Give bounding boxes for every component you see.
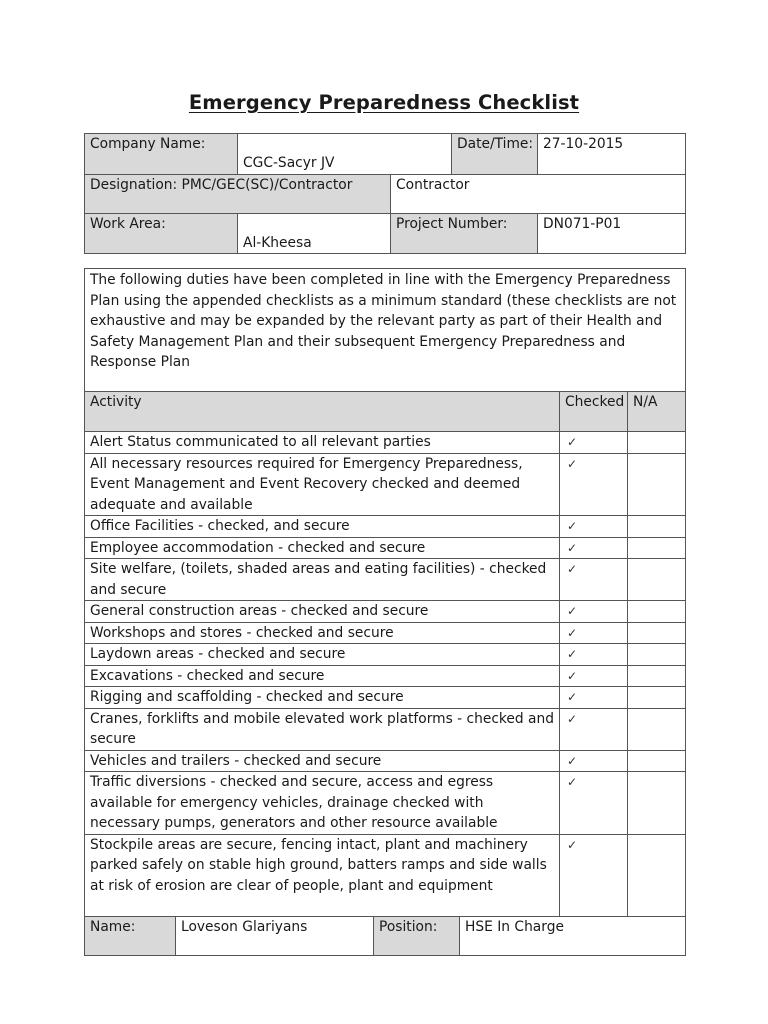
checklist-row xyxy=(85,601,686,623)
activity-cell: Workshops and stores - checked and secure xyxy=(85,622,560,644)
checked-cell: ✓ xyxy=(560,537,628,559)
checked-cell: ✓ xyxy=(560,665,628,687)
na-cell xyxy=(628,453,686,516)
name-label: Name: xyxy=(85,916,176,955)
date-time-label: Date/Time: xyxy=(452,134,538,175)
activity-cell: Vehicles and trailers - checked and secure xyxy=(85,750,560,772)
checklist-row xyxy=(85,559,686,601)
checklist-row xyxy=(85,665,686,687)
company-name-value: CGC-Sacyr JV xyxy=(238,134,452,175)
activity-cell: Traffic diversions - checked and secure, access and egress available for emergency vehicles, drainage checked with necessary pumps, generators and other resource available xyxy=(85,772,560,835)
activity-cell: Employee accommodation - checked and secure xyxy=(85,537,560,559)
checked-cell: ✓ xyxy=(560,708,628,750)
checked-header: Checked xyxy=(560,392,628,432)
na-cell xyxy=(628,687,686,709)
checked-cell: ✓ xyxy=(560,834,628,916)
checked-cell: ✓ xyxy=(560,750,628,772)
activity-cell: Laydown areas - checked and secure xyxy=(85,644,560,666)
activity-cell: Site welfare, (toilets, shaded areas and eating facilities) - checked and secure xyxy=(85,559,560,601)
na-cell xyxy=(628,708,686,750)
position-value: HSE In Charge xyxy=(460,916,686,955)
activity-header: Activity xyxy=(85,392,560,432)
checklist-row xyxy=(85,772,686,835)
checklist-row xyxy=(85,708,686,750)
position-label: Position: xyxy=(374,916,460,955)
checked-cell: ✓ xyxy=(560,516,628,538)
checked-cell: ✓ xyxy=(560,559,628,601)
designation-label: Designation: PMC/GEC(SC)/Contractor xyxy=(85,174,391,213)
checked-cell: ✓ xyxy=(560,687,628,709)
checklist-row xyxy=(85,834,686,916)
activity-cell: Office Facilities - checked, and secure xyxy=(85,516,560,538)
intro-paragraph: The following duties have been completed in line with the Emergency Preparedness Plan using the appended checklists as a minimum standard (these checklists are not exhaustive and may be expanded by the relevant party as part of their Health and Safety Management Plan and their subsequent Emergency Preparedness and Response Plan xyxy=(85,269,686,392)
activity-cell: Rigging and scaffolding - checked and secure xyxy=(85,687,560,709)
na-cell xyxy=(628,432,686,454)
date-time-value: 27-10-2015 xyxy=(538,134,686,175)
checklist-row xyxy=(85,644,686,666)
na-cell xyxy=(628,772,686,835)
na-cell xyxy=(628,834,686,916)
activity-cell: Cranes, forklifts and mobile elevated work platforms - checked and secure xyxy=(85,708,560,750)
na-cell xyxy=(628,665,686,687)
na-cell xyxy=(628,644,686,666)
checklist-row xyxy=(85,750,686,772)
activity-cell: Alert Status communicated to all relevant parties xyxy=(85,432,560,454)
activity-cell: General construction areas - checked and secure xyxy=(85,601,560,623)
na-cell xyxy=(628,559,686,601)
na-cell xyxy=(628,601,686,623)
na-cell xyxy=(628,516,686,538)
checked-cell: ✓ xyxy=(560,644,628,666)
name-value: Loveson Glariyans xyxy=(176,916,374,955)
activity-cell: Stockpile areas are secure, fencing intact, plant and machinery parked safely on stable high ground, batters ramps and side walls at risk of erosion are clear of people, plant and equipment xyxy=(85,834,560,916)
checked-cell: ✓ xyxy=(560,622,628,644)
checked-cell: ✓ xyxy=(560,453,628,516)
work-area-label: Work Area: xyxy=(85,213,238,254)
activity-cell: All necessary resources required for Emergency Preparedness, Event Management and Event Recovery checked and deemed adequate and available xyxy=(85,453,560,516)
na-header: N/A xyxy=(628,392,686,432)
checklist-row xyxy=(85,687,686,709)
page-title: Emergency Preparedness Checklist xyxy=(188,91,580,114)
na-cell xyxy=(628,750,686,772)
checklist-row xyxy=(85,432,686,454)
checked-cell: ✓ xyxy=(560,432,628,454)
na-cell xyxy=(628,622,686,644)
activity-cell: Excavations - checked and secure xyxy=(85,665,560,687)
company-name-label: Company Name: xyxy=(85,134,238,175)
designation-value: Contractor xyxy=(391,174,686,213)
checklist-row xyxy=(85,622,686,644)
project-number-value: DN071-P01 xyxy=(538,213,686,254)
header-table xyxy=(84,133,686,254)
checked-cell: ✓ xyxy=(560,772,628,835)
na-cell xyxy=(628,537,686,559)
work-area-value: Al-Kheesa xyxy=(238,213,391,254)
checklist-table xyxy=(84,268,686,956)
checklist-row xyxy=(85,516,686,538)
checklist-row xyxy=(85,453,686,516)
checked-cell: ✓ xyxy=(560,601,628,623)
project-number-label: Project Number: xyxy=(391,213,538,254)
checklist-row xyxy=(85,537,686,559)
